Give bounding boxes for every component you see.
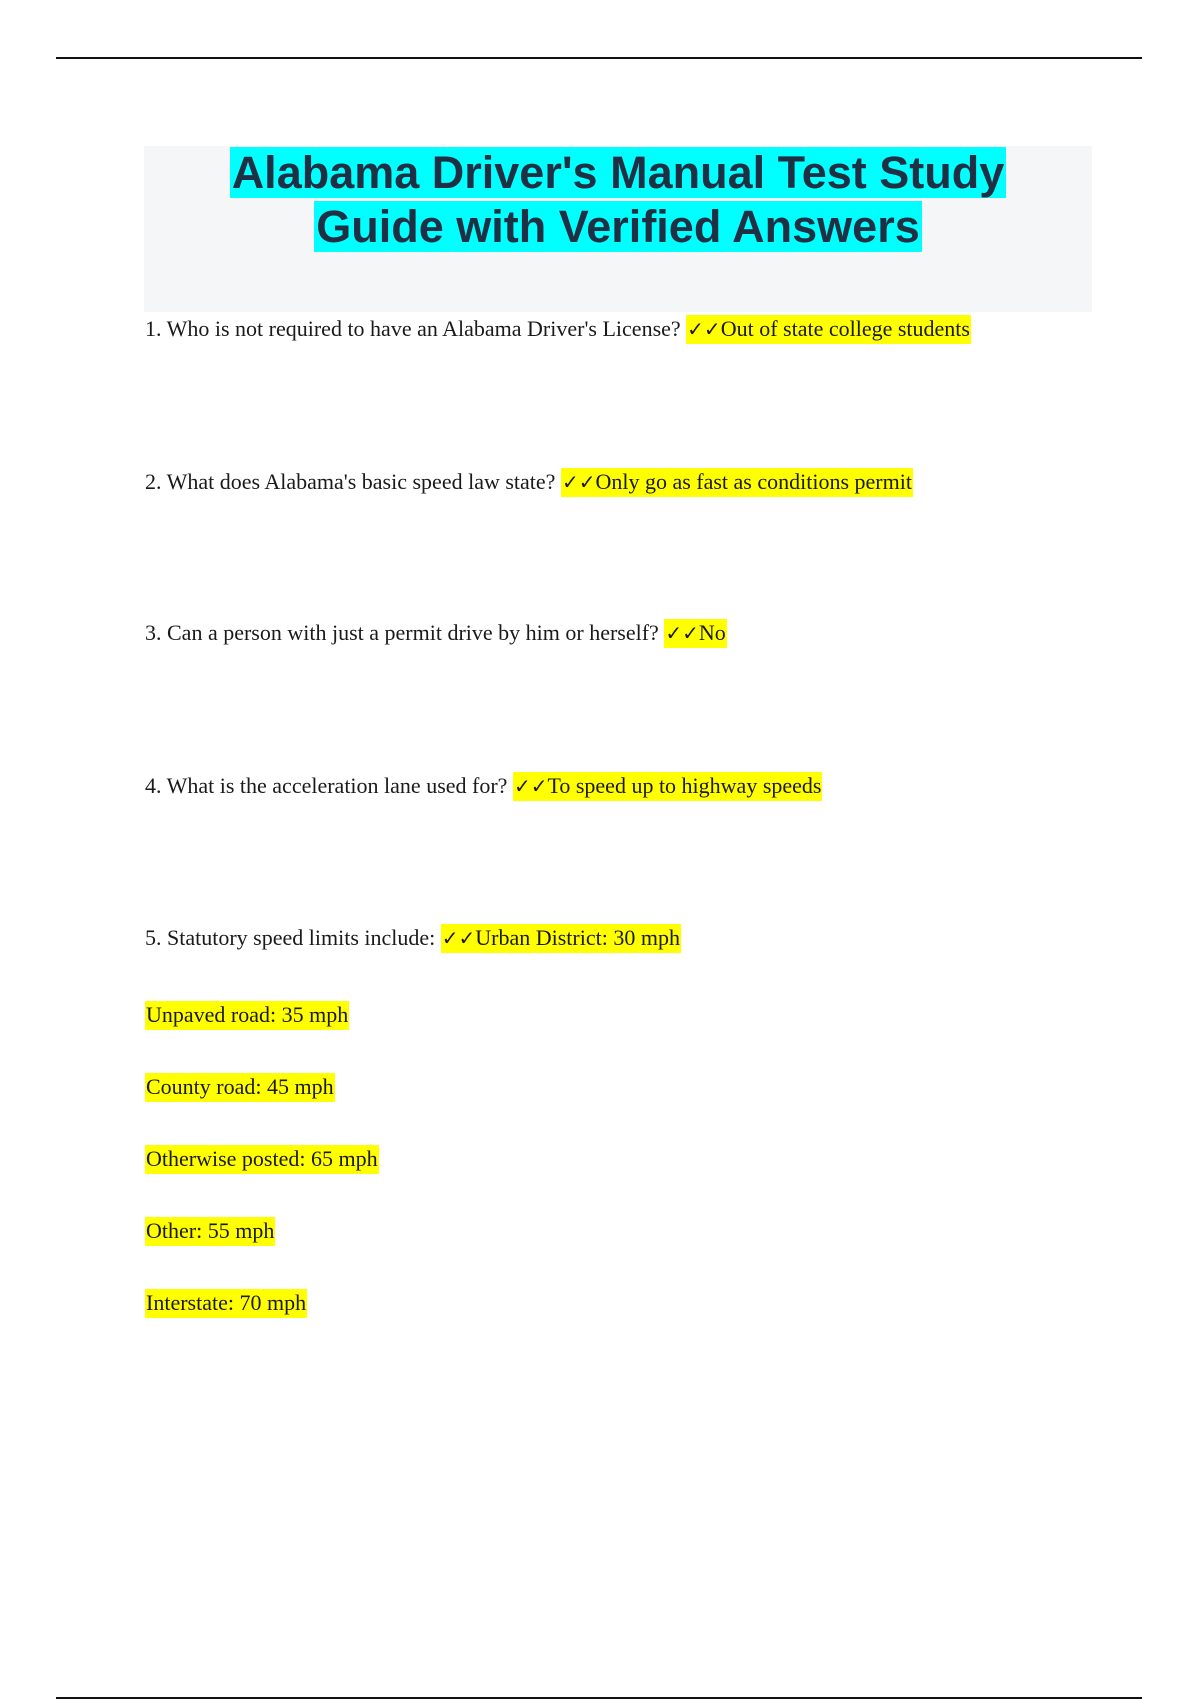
answer-continuation-line <box>145 1144 379 1174</box>
document-title <box>144 146 1092 254</box>
answer-continuation-line <box>145 1216 275 1246</box>
question-3 <box>145 618 727 648</box>
answer-continuation-line <box>145 1072 335 1102</box>
answer-text: To speed up to highway speeds <box>547 773 822 798</box>
answer-highlight <box>686 315 971 344</box>
answer-highlight <box>561 468 913 497</box>
answer-highlight: Unpaved road: 35 mph <box>145 1001 349 1030</box>
answer-highlight <box>441 924 681 953</box>
answer-text: Only go as fast as conditions permit <box>595 469 912 494</box>
answer-highlight: Interstate: 70 mph <box>145 1289 307 1318</box>
double-check-icon: ✓✓ <box>441 926 476 950</box>
answer-continuation-line <box>145 1000 349 1030</box>
title-line-2: Guide with Verified Answers <box>316 201 920 252</box>
answer-continuation-line <box>145 1288 307 1318</box>
double-check-icon: ✓✓ <box>665 621 699 645</box>
bottom-rule <box>56 1697 1142 1699</box>
double-check-icon: ✓✓ <box>561 470 596 494</box>
answer-text: No <box>698 620 726 645</box>
question-4 <box>145 771 822 801</box>
answer-highlight: Otherwise posted: 65 mph <box>145 1145 379 1174</box>
answer-highlight <box>513 772 823 801</box>
title-block <box>144 146 1092 312</box>
question-text: 3. Can a person with just a permit drive by him or herself? <box>145 620 659 645</box>
answer-text: Out of state college students <box>720 316 970 341</box>
double-check-icon: ✓✓ <box>513 774 548 798</box>
double-check-icon: ✓✓ <box>687 317 721 341</box>
title-line-1: Alabama Driver's Manual Test Study <box>231 147 1005 198</box>
top-rule <box>56 57 1142 59</box>
answer-text: Urban District: 30 mph <box>475 925 680 950</box>
answer-highlight <box>664 619 726 648</box>
answer-highlight: Other: 55 mph <box>145 1217 275 1246</box>
question-5 <box>145 923 681 953</box>
question-2 <box>145 467 913 497</box>
answer-highlight: County road: 45 mph <box>145 1073 335 1102</box>
question-1 <box>145 314 971 344</box>
question-text: 5. Statutory speed limits include: <box>145 925 436 950</box>
question-text: 2. What does Alabama's basic speed law state? <box>145 469 556 494</box>
question-text: 4. What is the acceleration lane used for? <box>145 773 508 798</box>
question-text: 1. Who is not required to have an Alabama Driver's License? <box>145 316 681 341</box>
